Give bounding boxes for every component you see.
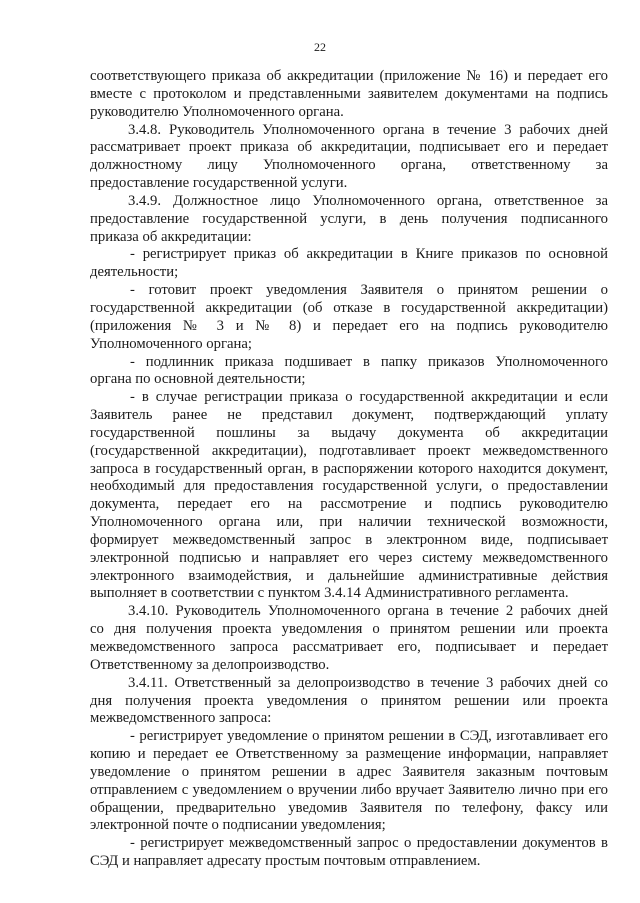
text-line: рассматривает проект приказа об аккредитации, подписывает его и передает [90, 139, 608, 156]
text-line: государственной пошлины за выдачу документа об аккредитации [90, 424, 608, 441]
text-line: соответствующего приказа об аккредитации (приложение № 16) и передает его [90, 68, 608, 84]
text-line: - регистрирует межведомственный запрос о предоставлении документов в [130, 835, 608, 852]
text-line: Заявитель ранее не представил документ, подтверждающий уплату [90, 407, 608, 424]
text-line: отправлением с уведомлением о вручении либо вручает Заявителю лично при его [90, 781, 608, 798]
text-line: дня получения проекта уведомления о принятом решении или проекта [90, 692, 608, 709]
text-line: электронной почте о подписании уведомления; [90, 817, 386, 834]
text-line: предоставление государственной услуги. [90, 175, 348, 192]
text-line: СЭД и направляет адресату простым почтовым отправлением. [90, 853, 481, 870]
text-line: деятельности; [90, 264, 179, 281]
text-line: электронной подписью и направляет его через систему межведомственного [90, 549, 608, 566]
text-line: - готовит проект уведомления Заявителя о принятом решении о [130, 282, 608, 299]
text-line: документа, передает его на рассмотрение и подпись руководителю [90, 496, 608, 513]
text-line: формирует межведомственный запрос в электронном виде, подписывает [90, 531, 608, 548]
text-line: предоставление государственной услуги, в день получения подписанного [90, 210, 608, 227]
text-line: выполняет в соответствии с пунктом 3.4.14 Административного регламента. [90, 585, 569, 602]
text-line: Уполномоченного органа; [90, 335, 252, 352]
text-line: (приложения № 3 и № 8) и передает его на подпись руководителю [90, 317, 608, 334]
text-line: со дня получения проекта уведомления о принятом решении или проекта [90, 621, 608, 638]
text-line: - регистрирует уведомление о принятом решении в СЭД, изготавливает его [130, 728, 608, 745]
page-number: 22 [314, 40, 326, 54]
text-line: - в случае регистрации приказа о государственной аккредитации и если [130, 389, 608, 406]
text-line: (государственной аккредитации), подготавливает проект межведомственного [90, 442, 608, 459]
text-line: запроса в государственный орган, в распоряжении которого находится документ, [90, 460, 608, 477]
text-line: должностному лицу Уполномоченного органа, ответственному за [90, 157, 608, 174]
text-line: 3.4.10. Руководитель Уполномоченного органа в течение 2 рабочих дней [128, 603, 608, 620]
text-line: 3.4.11. Ответственный за делопроизводство в течение 3 рабочих дней со [128, 674, 608, 691]
text-line: Уполномоченного органа или, при наличии технической возможности, [90, 514, 608, 531]
text-line: - регистрирует приказ об аккредитации в Книге приказов по основной [130, 246, 608, 263]
text-line: вместе с протоколом и представленными заявителем документами на подпись [90, 85, 608, 102]
text-line: межведомственного запроса: [90, 710, 272, 727]
text-line: межведомственного запроса рассматривает его, подписывает и передает [90, 639, 608, 655]
text-line: руководителю Уполномоченного органа. [90, 103, 344, 120]
text-line: копию и передает ее Ответственному за размещение информации, направляет [90, 746, 608, 763]
text-line: государственной аккредитации (об отказе в государственной аккредитации) [90, 299, 608, 316]
text-line: Ответственному за делопроизводство. [90, 656, 330, 673]
text-line: уведомление о принятом решении в адрес Заявителя заказным почтовым [90, 763, 608, 780]
text-line: органа по основной деятельности; [90, 371, 306, 388]
text-line: необходимый для предоставления государственной услуги, о предоставлении [90, 478, 608, 495]
text-line: электронного взаимодействия, и дальнейшие административные действия [90, 567, 608, 584]
text-line: обращении, предварительно уведомив Заявителя по телефону, факсу или [90, 799, 608, 816]
text-line: приказа об аккредитации: [90, 228, 252, 245]
text-line: 3.4.8. Руководитель Уполномоченного органа в течение 3 рабочих дней [128, 121, 608, 138]
document-body [90, 68, 608, 871]
text-line: 3.4.9. Должностное лицо Уполномоченного органа, ответственное за [128, 192, 608, 209]
text-line: - подлинник приказа подшивает в папку приказов Уполномоченного [130, 353, 608, 370]
